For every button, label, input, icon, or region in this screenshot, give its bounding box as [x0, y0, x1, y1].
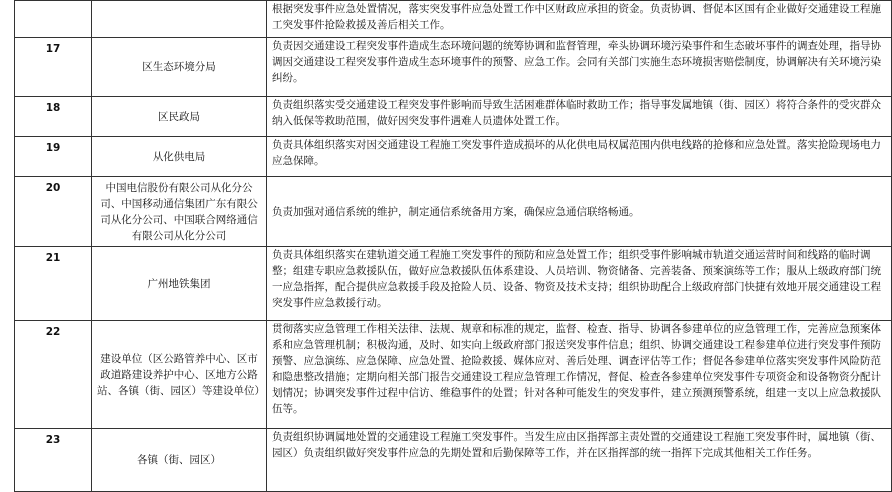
table-row — [15, 137, 892, 177]
row-number: 23 — [15, 429, 92, 492]
row-number: 19 — [15, 137, 92, 177]
department-cell: 从化供电局 — [92, 137, 267, 177]
duty-cell: 负责具体组织落实在建轨道交通工程施工突发事件的预防和应急处置工作；组织受事件影响城市轨道交通运营时间和线路的临时调整；组建专职应急救援队伍，做好应急救援队伍体系建设、人员培训、物资储备、完善装备、预案演练等工作；服从上级政府部门统一应急指挥，配合提供应急救援手段及抢险人员、设备、物资及技术支持；组织协助配合上级政府部门快捷有效地开展交通建设工程突发事件应急救援行动。 — [267, 247, 892, 321]
duty-cell: 根据突发事件应急处置情况，落实突发事件应急处置工作中区财政应承担的资金。负责协调、督促本区国有企业做好交通建设工程施工突发事件抢险救援及善后相关工作。 — [267, 1, 892, 38]
department-cell: 区民政局 — [92, 97, 267, 137]
table-row — [15, 247, 892, 321]
duty-cell: 负责具体组织落实对因交通建设工程施工突发事件造成损坏的从化供电局权属范围内供电线路的抢修和应急处置。落实抢险现场电力应急保障。 — [267, 137, 892, 177]
row-number — [15, 1, 92, 38]
department-cell: 建设单位（区公路管养中心、区市政道路建设养护中心、区地方公路站、各镇（街、园区）等建设单位） — [92, 321, 267, 429]
row-number: 22 — [15, 321, 92, 429]
duty-cell: 负责加强对通信系统的维护，制定通信系统备用方案，确保应急通信联络畅通。 — [267, 177, 892, 247]
responsibility-table — [14, 0, 892, 492]
duty-cell: 负责组织落实受交通建设工程突发事件影响而导致生活困难群体临时救助工作；指导事发属地镇（街、园区）将符合条件的受灾群众纳入低保等救助范围，做好因突发事件遇难人员遗体处置工作。 — [267, 97, 892, 137]
duty-cell: 负责因交通建设工程突发事件造成生态环境问题的统筹协调和监督管理，牵头协调环境污染事件和生态破坏事件的调查处理，指导协调因交通建设工程突发事件造成生态环境事件的预警、应急工作。会同有关部门实施生态环境损害赔偿制度，协调解决有关环境污染纠纷。 — [267, 38, 892, 97]
department-cell: 中国电信股份有限公司从化分公司、中国移动通信集团广东有限公司从化分公司、中国联合网络通信有限公司从化分公司 — [92, 177, 267, 247]
table-row — [15, 97, 892, 137]
table-row — [15, 429, 892, 492]
department-cell: 广州地铁集团 — [92, 247, 267, 321]
row-number: 17 — [15, 38, 92, 97]
duty-cell: 贯彻落实应急管理工作相关法律、法规、规章和标准的规定，监督、检查、指导、协调各参建单位的应急管理工作，完善应急预案体系和应急管理机制；积极沟通，及时、如实向上级政府部门报送突发事件信息；组织、协调交通建设工程参建单位进行突发事件预防预警、应急演练、应急保障、应急处置、抢险救援、媒体应对、善后处理、调查评估等工作；督促各参建单位落实突发事件风险防范和隐患整改措施；定期向相关部门报告交通建设工程应急管理工作情况，督促、检查各参建单位突发事件专项资金和设备物资分配计划情况；协调突发事件过程中信访、维稳事件的处置；针对各种可能发生的突发事件，建立预测预警系统，组建一支以上应急救援队伍等。 — [267, 321, 892, 429]
row-number: 21 — [15, 247, 92, 321]
duty-cell: 负责组织协调属地处置的交通建设工程施工突发事件。当发生应由区指挥部主责处置的交通建设工程施工突发事件时，属地镇（街、园区）负责组织做好突发事件应急的先期处置和后勤保障等工作，并在区指挥部的统一指挥下完成其他相关工作任务。 — [267, 429, 892, 492]
table-row — [15, 321, 892, 429]
department-cell: 各镇（街、园区） — [92, 429, 267, 492]
table-row — [15, 177, 892, 247]
row-number: 20 — [15, 177, 92, 247]
table-row — [15, 38, 892, 97]
department-cell: 区生态环境分局 — [92, 38, 267, 97]
row-number: 18 — [15, 97, 92, 137]
department-cell — [92, 1, 267, 38]
table-row — [15, 1, 892, 38]
